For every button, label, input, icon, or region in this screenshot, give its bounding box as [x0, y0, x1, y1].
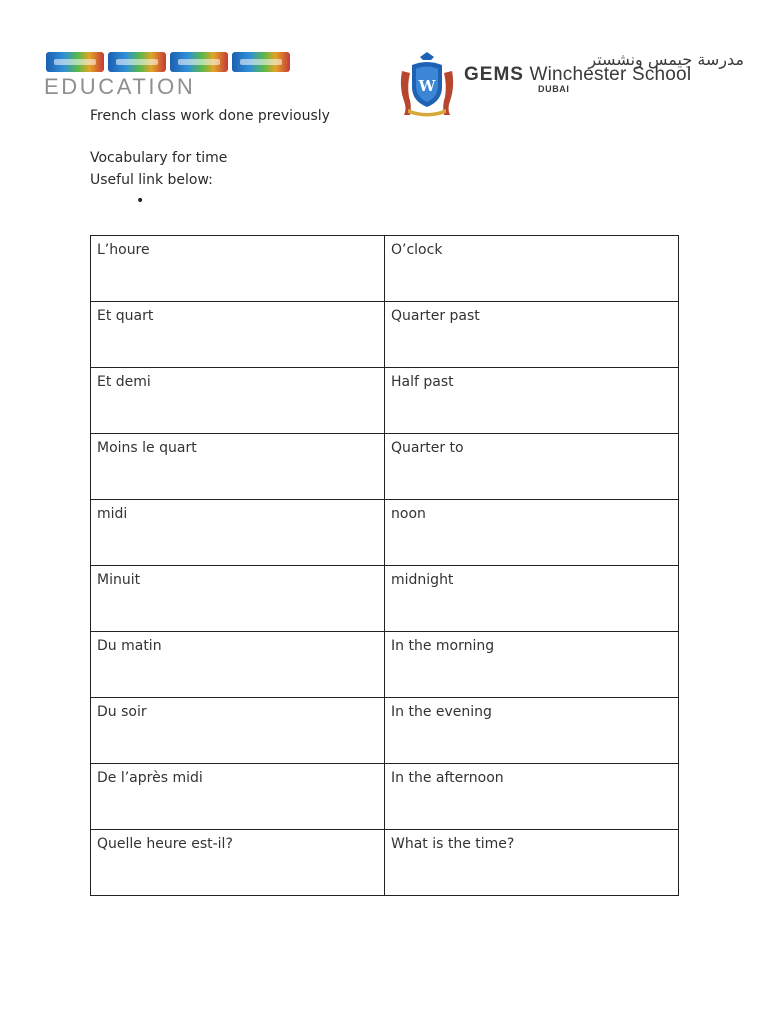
- gems-letter-e: [108, 52, 166, 72]
- gems-letter-m: [170, 52, 228, 72]
- empty-link-bullet: •: [136, 193, 145, 209]
- education-wordmark: EDUCATION: [44, 74, 196, 99]
- table-row: [91, 698, 679, 764]
- english-term: In the evening: [385, 698, 679, 764]
- intro-line-useful-link: Useful link below:: [90, 172, 213, 188]
- gems-letter-s: [232, 52, 290, 72]
- school-name-text: Winchester School: [529, 64, 692, 85]
- table-row: [91, 236, 679, 302]
- vocabulary-table: [90, 235, 679, 896]
- table-row: [91, 500, 679, 566]
- table-row: [91, 434, 679, 500]
- english-term: Quarter to: [385, 434, 679, 500]
- french-term: midi: [91, 500, 385, 566]
- french-term: Quelle heure est-il?: [91, 830, 385, 896]
- french-term: De l’après midi: [91, 764, 385, 830]
- english-term: Quarter past: [385, 302, 679, 368]
- table-row: [91, 830, 679, 896]
- table-row: [91, 302, 679, 368]
- english-term: Half past: [385, 368, 679, 434]
- english-term: noon: [385, 500, 679, 566]
- english-term: In the morning: [385, 632, 679, 698]
- english-term: midnight: [385, 566, 679, 632]
- school-name-block: [464, 50, 754, 100]
- french-term: L’houre: [91, 236, 385, 302]
- french-term: Du soir: [91, 698, 385, 764]
- table-row: [91, 566, 679, 632]
- french-term: Et demi: [91, 368, 385, 434]
- intro-line-classwork: French class work done previously: [90, 108, 330, 124]
- school-name-english: [464, 64, 691, 86]
- gems-education-logo: [44, 52, 300, 99]
- gems-letter-g: [46, 52, 104, 72]
- school-brand: GEMS: [464, 64, 524, 85]
- french-term: Minuit: [91, 566, 385, 632]
- french-term: Moins le quart: [91, 434, 385, 500]
- school-city: DUBAI: [538, 84, 570, 94]
- english-term: In the afternoon: [385, 764, 679, 830]
- table-row: [91, 632, 679, 698]
- english-term: O’clock: [385, 236, 679, 302]
- french-term: Et quart: [91, 302, 385, 368]
- gems-letters-graphic: [46, 52, 290, 72]
- svg-text:W: W: [418, 77, 436, 95]
- table-row: [91, 368, 679, 434]
- school-crest-icon: [398, 51, 456, 117]
- table-row: [91, 764, 679, 830]
- french-term: Du matin: [91, 632, 385, 698]
- school-name-arabic: مدرسة جيمس ونشستر: [588, 50, 744, 69]
- english-term: What is the time?: [385, 830, 679, 896]
- intro-line-vocab-title: Vocabulary for time: [90, 150, 228, 166]
